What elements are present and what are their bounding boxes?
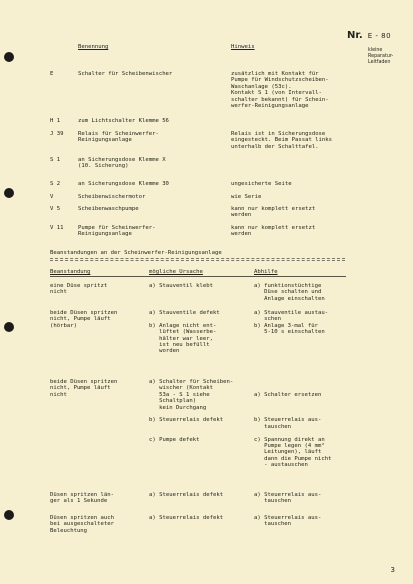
table-cell-complaint: beide Düsen spritzen nicht, Pumpe läuft (hörbar) (50, 310, 118, 329)
header-number: E - 80 (367, 32, 392, 40)
legend-code: V 11 (50, 225, 64, 231)
table-cell-cause: a) Steuerrelais defekt (149, 515, 224, 521)
table-header-rule (50, 276, 346, 277)
legend-designation: zum Lichtschalter Klemme 56 (78, 118, 169, 124)
legend-note: zusätzlich mit Kontakt für Pumpe für Windschutzscheiben- Waschanlage (53c). Kontakt S 1 (von Intervall- schalter bekannt) für Schein- werfer-Reinigungsanlage (231, 71, 329, 110)
legend-designation: an Sicherungsdose Klemme 30 (78, 181, 169, 187)
double-rule (50, 260, 345, 261)
legend-designation: Relais für Scheinwerfer- Reinigungsanlage (78, 131, 159, 144)
legend-note: kann nur komplett ersetzt werden (231, 206, 316, 219)
section-title: Beanstandungen an der Scheinwerfer-Reinigungsanlage (50, 250, 222, 256)
table-cell-cause: a) Schalter für Scheiben- wischer (Kontakt 53a - S 1 siehe Schaltplan) kein Durchgang b) Steuerrelais defekt c) Pumpe defekt (149, 379, 234, 443)
legend-note: wie Serie (231, 194, 262, 200)
table-cell-complaint: eine Düse spritzt nicht (50, 283, 108, 296)
table-col-remedy: Abhilfe (254, 269, 278, 275)
table-cell-remedy: a) Steuerrelais aus- tauschen (254, 515, 322, 528)
legend-note: Relais ist in Sicherungsdose eingesteckt. Beim Passat links unterhalb der Schalttafel. (231, 131, 333, 150)
legend-note: kann nur komplett ersetzt werden (231, 225, 316, 238)
table-cell-complaint: Düsen spritzen län- ger als 1 Sekunde (50, 492, 114, 505)
legend-code: H 1 (50, 118, 61, 124)
header-prefix: Nr. (347, 30, 363, 41)
legend-code: E (50, 71, 54, 77)
page-number: 3 (390, 566, 395, 574)
legend-code: J 39 (50, 131, 64, 137)
table-cell-complaint: Düsen spritzen auch bei ausgeschalteter Beleuchtung (50, 515, 114, 534)
table-cell-cause: a) Steuerrelais defekt (149, 492, 224, 498)
legend-designation: Schalter für Scheibenwischer (78, 71, 173, 77)
sidebar-note-line: Reparatur- (368, 54, 394, 59)
legend-col-note: Hinweis (231, 44, 255, 50)
sidebar-note-line: kleine (368, 48, 383, 53)
legend-code: S 1 (50, 157, 61, 163)
binder-hole (4, 52, 14, 62)
table-cell-remedy: a) Schalter ersetzen b) Steuerrelais aus- tauschen c) Spannung direkt an Pumpe legen (4 mm² Leitungen), läuft dann die Pumpe nicht - austauschen (254, 391, 332, 469)
binder-hole (4, 188, 14, 198)
binder-hole (4, 322, 14, 332)
table-col-complaint: Beanstandung (50, 269, 91, 275)
legend-code: V 5 (50, 206, 61, 212)
sidebar-note-line: Leitfaden (368, 60, 391, 65)
binder-hole (4, 510, 14, 520)
legend-code: V (50, 194, 54, 200)
page-header (347, 23, 407, 42)
legend-designation: Scheibenwischermotor (78, 194, 146, 200)
sidebar-note (368, 48, 412, 66)
table-col-cause: mögliche Ursache (149, 269, 203, 275)
legend-note: ungesicherte Seite (231, 181, 292, 187)
legend-col-designation: Benennung (78, 44, 109, 50)
table-cell-remedy: a) Stauventile austau- schen b) Anlage 3-mal für 5-10 s einschalten (254, 310, 329, 336)
legend-designation: Pumpe für Scheinwerfer- Reinigungsanlage (78, 225, 156, 238)
table-cell-complaint: beide Düsen spritzen nicht, Pumpe läuft nicht (50, 379, 118, 398)
table-cell-cause: a) Stauventile defekt b) Anlage nicht ent- lüftet (Wasserbe- hälter war leer, ist neu befüllt worden (149, 310, 220, 355)
table-cell-remedy: a) funktionstüchtige Düse schalten und Anlage einschalten (254, 283, 325, 302)
legend-code: S 2 (50, 181, 61, 187)
table-cell-remedy: a) Steuerrelais aus- tauschen (254, 492, 322, 505)
double-rule (50, 258, 345, 259)
legend-designation: an Sicherungsdose Klemme X (10. Sicherung) (78, 157, 166, 170)
table-cell-cause: a) Stauventil klebt (149, 283, 213, 289)
legend-designation: Scheibenwaschpumpe (78, 206, 139, 212)
